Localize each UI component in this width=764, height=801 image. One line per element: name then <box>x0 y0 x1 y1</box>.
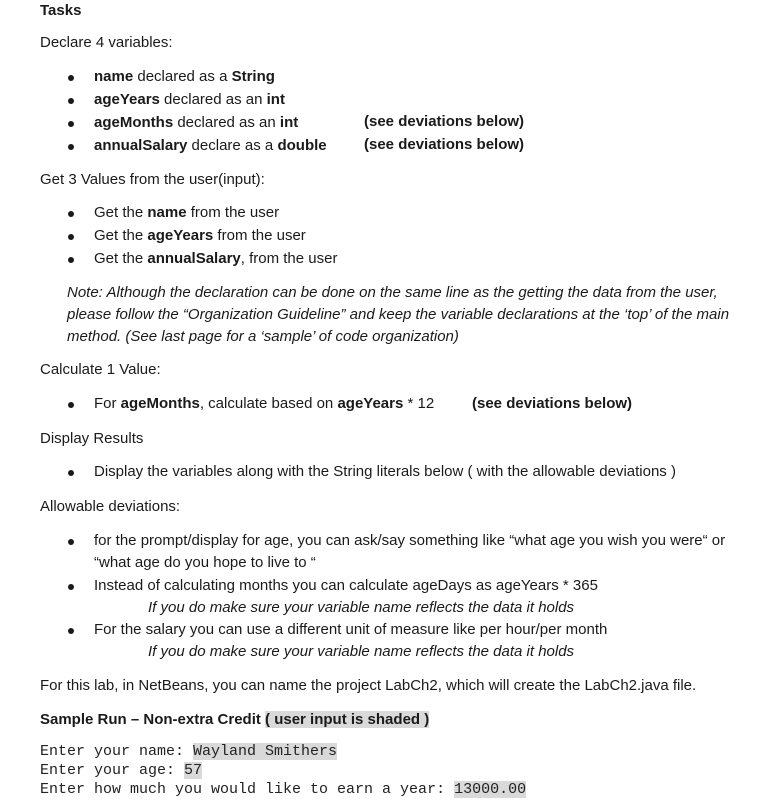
deviation-aside: (see deviations below) <box>364 113 525 130</box>
list-item: Display the variables along with the String literals below ( with the allowable deviations ) <box>40 461 676 484</box>
deviations-list <box>40 530 750 663</box>
deviation-aside: (see deviations below) <box>472 395 633 412</box>
sample-line: Enter your name: Wayland Smithers <box>40 743 338 760</box>
declare-intro: Declare 4 variables: <box>40 34 173 51</box>
list-item: For ageMonths, calculate based on ageYears * 12 <box>40 393 434 416</box>
list-item: Instead of calculating months you can calculate ageDays as ageYears * 365 If you do make sure your variable name reflects the data it holds <box>40 575 750 619</box>
get-list <box>40 202 337 271</box>
lab-note: For this lab, in NetBeans, you can name the project LabCh2, which will create the LabCh2.java file. <box>40 677 697 694</box>
organization-note: Note: Although the declaration can be done on the same line as the getting the data from the user, please follow the “Organization Guideline” and keep the variable declarations at the ‘top’ of the main method. (See last page for a ‘sample’ of code organization) <box>67 284 730 345</box>
calc-list <box>40 393 434 416</box>
list-item: name declared as a String <box>40 66 327 89</box>
calc-intro: Calculate 1 Value: <box>40 361 161 378</box>
list-item: ageMonths declared as an int <box>40 112 327 135</box>
display-intro: Display Results <box>40 430 144 447</box>
list-item: Get the annualSalary, from the user <box>40 248 337 271</box>
sample-line: Enter your age: 57 <box>40 762 203 779</box>
declare-list <box>40 66 327 158</box>
deviation-aside: (see deviations below) <box>364 136 525 153</box>
list-item: annualSalary declare as a double <box>40 135 327 158</box>
sample-run-output <box>40 742 526 799</box>
sample-run-heading: Sample Run – Non-extra Credit ( user input is shaded ) <box>40 711 430 728</box>
list-item: Get the name from the user <box>40 202 337 225</box>
list-item: ageYears declared as an int <box>40 89 327 112</box>
display-list <box>40 461 676 484</box>
list-item: Get the ageYears from the user <box>40 225 337 248</box>
deviations-intro: Allowable deviations: <box>40 498 181 515</box>
list-item: For the salary you can use a different unit of measure like per hour/per month If you do make sure your variable name reflects the data it holds <box>40 619 750 663</box>
sample-line: Enter how much you would like to earn a year: 13000.00 <box>40 781 527 798</box>
list-item: for the prompt/display for age, you can ask/say something like “what age you wish you were“ or “what age do you hope to live to “ <box>40 530 750 574</box>
tasks-heading: Tasks <box>40 2 82 19</box>
get-intro: Get 3 Values from the user(input): <box>40 171 265 188</box>
